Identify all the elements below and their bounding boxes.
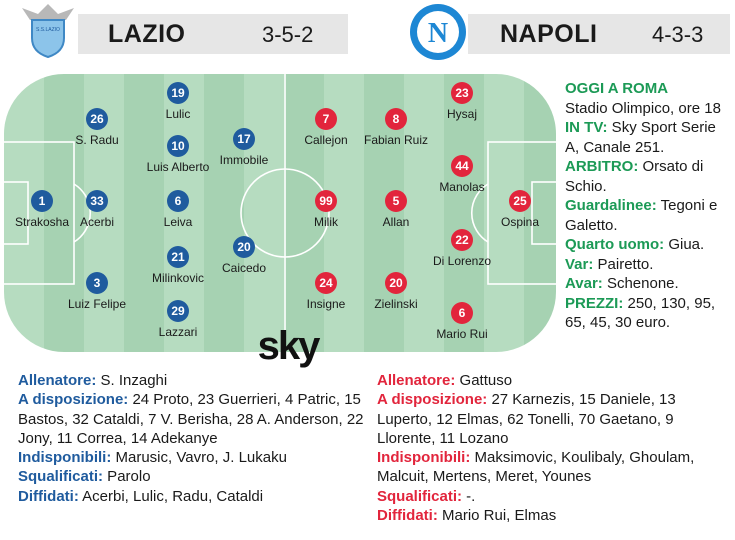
lazio-unavailable-label: Indisponibili: xyxy=(18,449,112,467)
info-today-label: OGGI A ROMA xyxy=(565,80,669,97)
player-number: 25 xyxy=(509,190,531,212)
lazio-squad-details xyxy=(18,371,373,506)
player-number: 6 xyxy=(167,190,189,212)
player-number: 5 xyxy=(385,190,407,212)
napoli-team-name: NAPOLI xyxy=(500,20,598,48)
player-number: 7 xyxy=(315,108,337,130)
player-number: 44 xyxy=(451,155,473,177)
info-tv-label: IN TV: xyxy=(565,119,608,136)
info-venue: Stadio Olimpico, ore 18 xyxy=(565,99,721,117)
player-name: Allan xyxy=(382,215,410,229)
info-avar-label: Avar: xyxy=(565,275,603,292)
napoli-player xyxy=(460,190,556,229)
info-var-label: Var: xyxy=(565,255,594,273)
player-name: Acerbi xyxy=(79,215,114,229)
player-name: Immobile xyxy=(219,153,269,167)
player-number: 19 xyxy=(167,82,189,104)
lazio-player xyxy=(184,236,304,275)
player-number: 6 xyxy=(451,302,473,324)
lazio-coach-label: Allenatore: xyxy=(18,372,97,389)
player-name: Zielinski xyxy=(374,297,418,311)
player-name: Lazzari xyxy=(158,325,198,339)
lazio-player xyxy=(118,300,238,339)
player-name: Di Lorenzo xyxy=(432,254,492,268)
player-name: Ospina xyxy=(500,215,540,229)
player-name: Callejon xyxy=(304,133,348,147)
lazio-crest-icon xyxy=(18,2,78,58)
player-number: 20 xyxy=(233,236,255,258)
player-name: Hysaj xyxy=(446,107,477,121)
player-name: Fabian Ruiz xyxy=(363,133,429,147)
match-info xyxy=(565,79,733,333)
napoli-player xyxy=(402,155,522,194)
lazio-bench: 24 Proto, 23 Guerrieri, 4 Patric, 15 Bastos, 32 Cataldi, 7 V. Berisha, 28 A. Anderson, 22 Jony, 11 Correa, 14 Adekanye xyxy=(18,391,364,447)
napoli-coach: Gattuso xyxy=(455,372,513,389)
info-avar: Schenone. xyxy=(602,275,679,292)
info-prices: 250, 130, 95, 65, 45, 30 euro. xyxy=(565,294,716,331)
player-number: 22 xyxy=(451,229,473,251)
player-number: 21 xyxy=(167,246,189,268)
info-var: Pairetto. xyxy=(593,255,654,273)
napoli-suspended-label: Squalificati: xyxy=(377,487,463,505)
info-referee: Orsato di Schio. xyxy=(565,158,704,195)
napoli-unavailable-label: Indisponibili: xyxy=(377,449,471,467)
player-number: 8 xyxy=(385,108,407,130)
lazio-suspended-label: Squalificati: xyxy=(18,468,104,486)
napoli-warned: Mario Rui, Elmas xyxy=(437,507,557,525)
player-name: Caicedo xyxy=(221,261,267,275)
player-number: 17 xyxy=(233,128,255,150)
player-number: 29 xyxy=(167,300,189,322)
player-number: 3 xyxy=(86,272,108,294)
lazio-bench-label: A disposizione: xyxy=(18,391,129,409)
info-linesmen: Tegoni e Galetto. xyxy=(565,197,718,234)
player-number: 23 xyxy=(451,82,473,104)
player-name: Mario Rui xyxy=(436,327,488,341)
player-name: Milik xyxy=(314,215,338,229)
napoli-crest-icon xyxy=(408,2,468,62)
napoli-player xyxy=(266,190,386,229)
lazio-warned: Acerbi, Lulic, Radu, Cataldi xyxy=(78,487,264,505)
player-name: Manolas xyxy=(439,180,485,194)
player-name: Lulic xyxy=(165,107,191,121)
lazio-player xyxy=(118,82,238,121)
info-linesmen-label: Guardalinee: xyxy=(565,197,657,214)
lazio-suspended: Parolo xyxy=(103,468,151,486)
lazio-player xyxy=(118,190,238,229)
napoli-warned-label: Diffidati: xyxy=(377,507,438,525)
napoli-player xyxy=(266,272,386,311)
sky-logo: sky xyxy=(257,324,319,368)
player-name: Insigne xyxy=(306,297,346,311)
football-pitch xyxy=(4,74,556,352)
player-name: Strakosha xyxy=(14,215,70,229)
lazio-warned-label: Diffidati: xyxy=(18,487,79,505)
player-number: 20 xyxy=(385,272,407,294)
napoli-player xyxy=(402,229,522,268)
player-number: 26 xyxy=(86,108,108,130)
player-name: S. Radu xyxy=(75,133,119,147)
lazio-team-name: LAZIO xyxy=(108,20,186,48)
info-prices-label: PREZZI: xyxy=(565,294,624,312)
info-tv: Sky Sport Serie A, Canale 251. xyxy=(565,119,716,156)
player-number: 24 xyxy=(315,272,337,294)
napoli-squad-details xyxy=(377,371,732,525)
info-fourth-label: Quarto uomo: xyxy=(565,236,665,253)
napoli-suspended: -. xyxy=(462,487,476,505)
lazio-crest-text: S.S.LAZIO xyxy=(36,27,60,33)
napoli-bench: 27 Karnezis, 15 Daniele, 13 Luperto, 12 Elmas, 62 Tonelli, 70 Gaetano, 9 Llorente, 11 Lozano xyxy=(377,391,676,447)
player-name: Luis Alberto xyxy=(146,160,210,174)
lazio-unavailable: Marusic, Vavro, J. Lukaku xyxy=(111,449,287,467)
player-name: Luiz Felipe xyxy=(67,297,127,311)
napoli-unavailable: Maksimovic, Koulibaly, Ghoulam, Malcuit, Mertens, Meret, Younes xyxy=(377,449,695,486)
player-name: Leiva xyxy=(163,215,193,229)
info-referee-label: ARBITRO: xyxy=(565,158,639,175)
napoli-bench-label: A disposizione: xyxy=(377,391,488,409)
player-number: 99 xyxy=(315,190,337,212)
napoli-formation: 4-3-3 xyxy=(652,22,704,47)
player-number: 10 xyxy=(167,135,189,157)
napoli-player xyxy=(266,108,386,147)
player-number: 33 xyxy=(86,190,108,212)
player-number: 1 xyxy=(31,190,53,212)
player-name: Milinkovic xyxy=(151,271,204,285)
napoli-crest-text: N xyxy=(427,18,449,49)
lazio-coach: S. Inzaghi xyxy=(96,372,168,389)
napoli-coach-label: Allenatore: xyxy=(377,372,456,389)
lazio-formation: 3-5-2 xyxy=(262,22,314,47)
info-fourth: Giua. xyxy=(664,236,705,253)
